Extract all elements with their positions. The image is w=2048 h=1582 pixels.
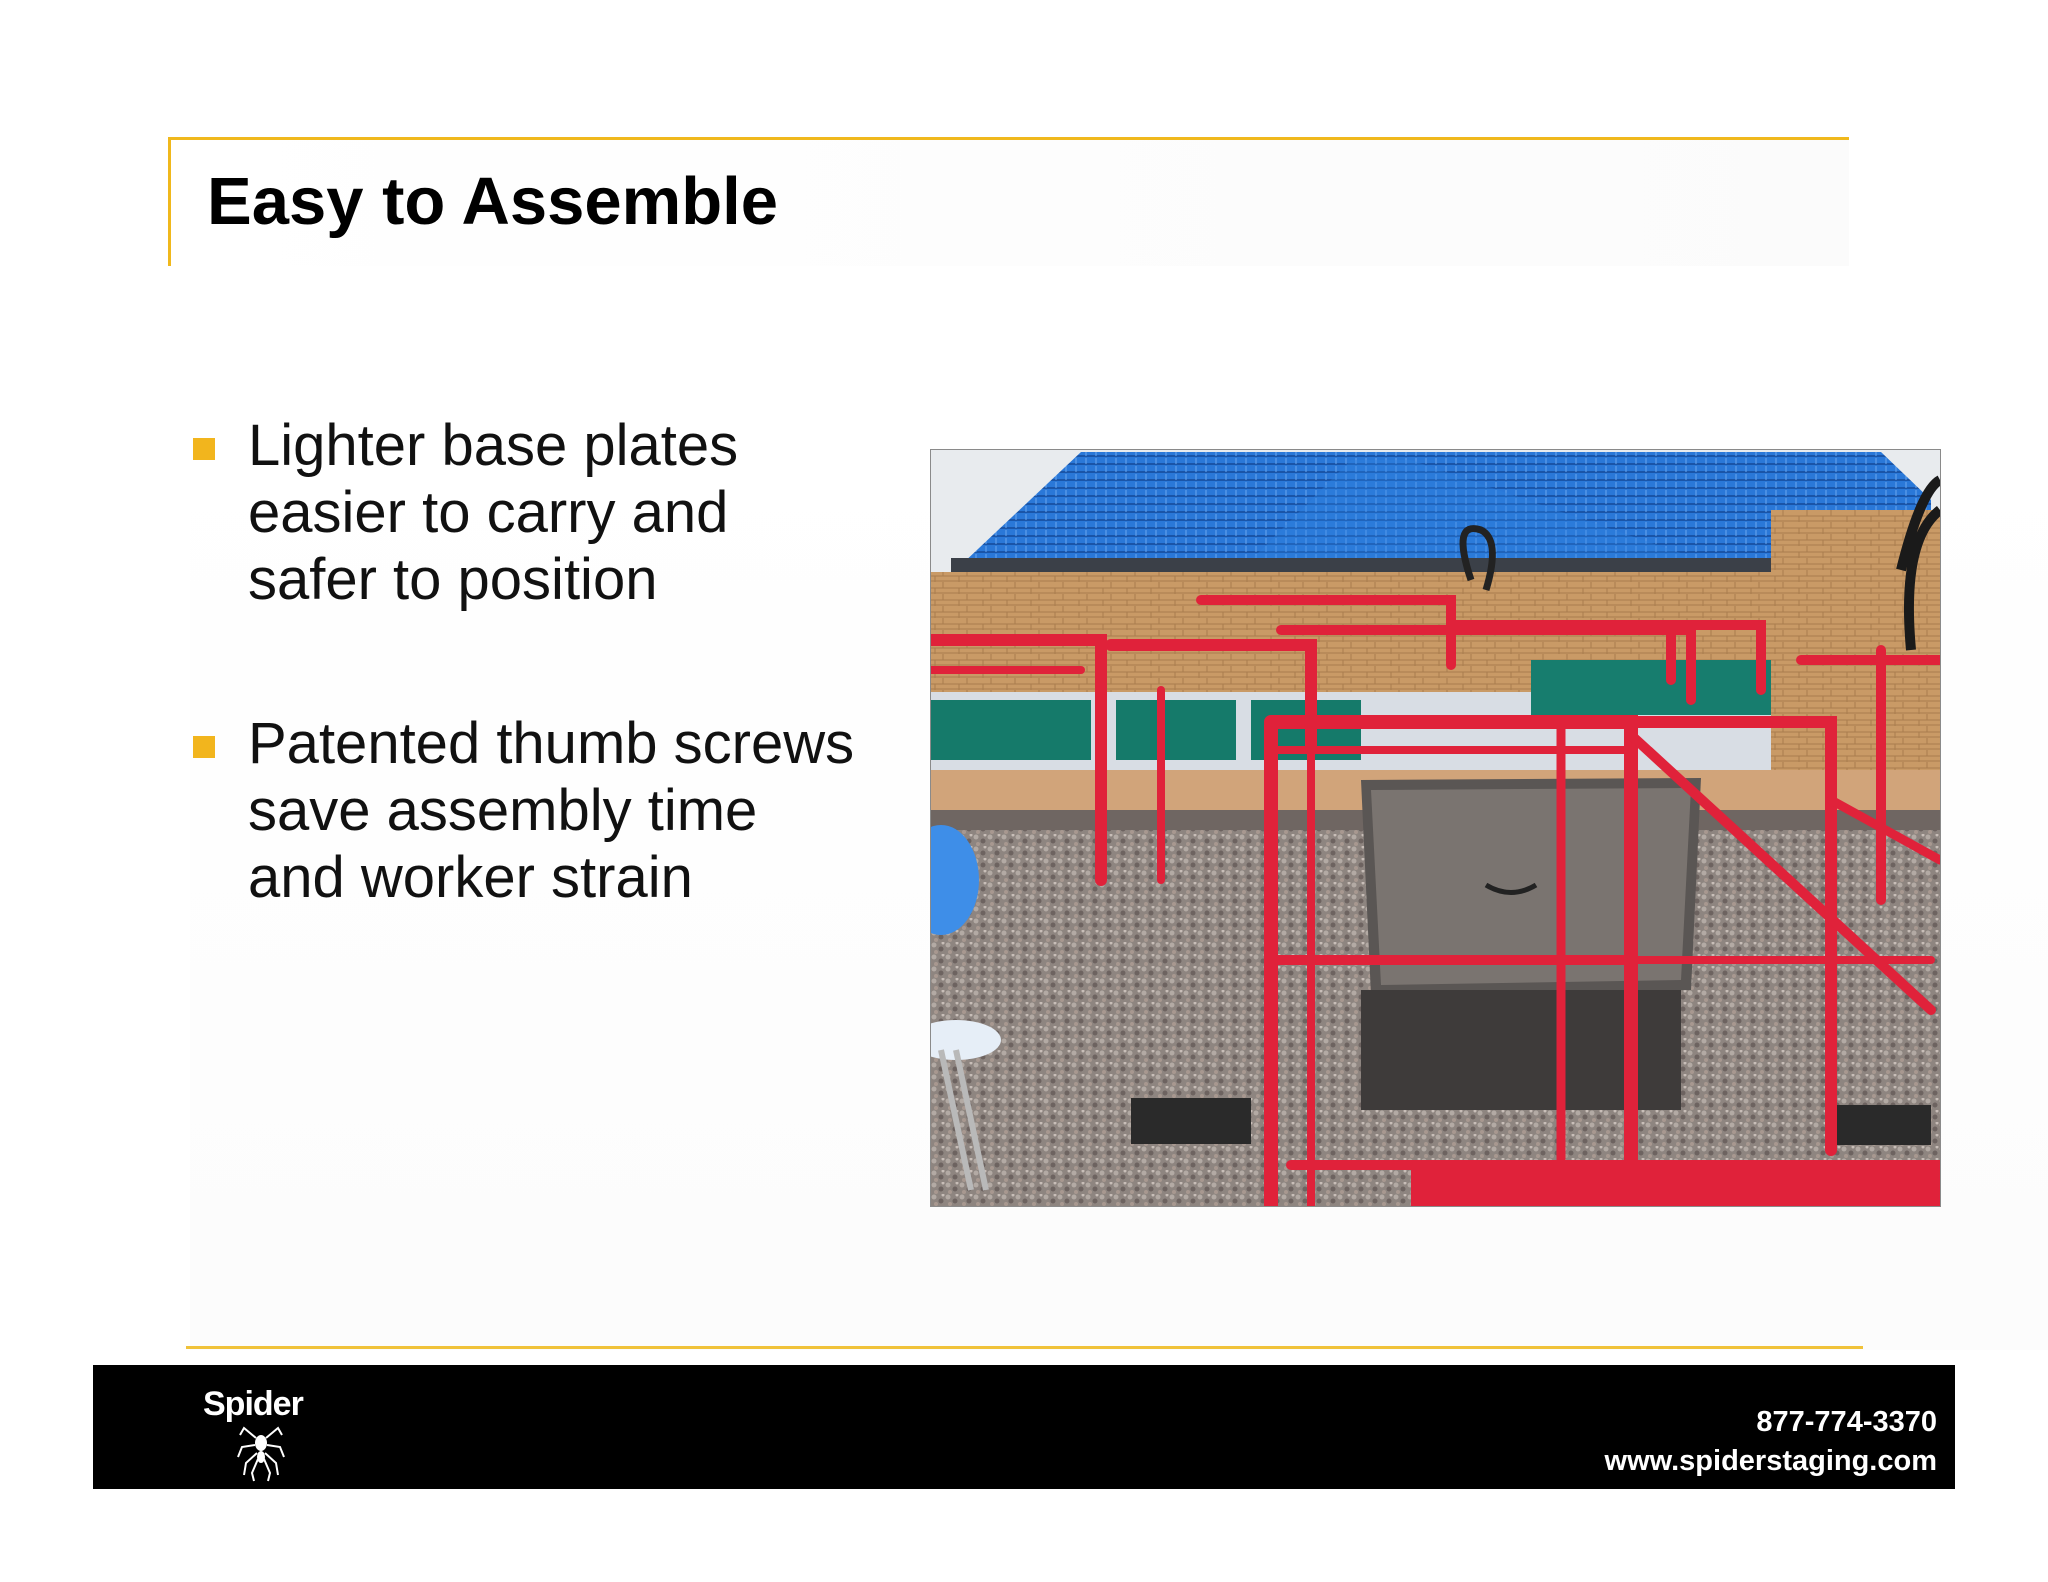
footer-bar [93,1365,1955,1489]
bullet-marker [193,438,215,460]
rooftop-hatch-railing-photo [930,449,1941,1207]
bullet-item [248,412,738,613]
bullet-marker [193,736,215,758]
website-url: www.spiderstaging.com [1604,1445,1937,1477]
footer-divider [186,1346,1863,1349]
bullet-line: Patented thumb screws [248,711,855,776]
bullet-line: safer to position [248,547,658,612]
bullet-line: save assembly time [248,778,758,843]
spider-icon [236,1423,286,1483]
slide-title: Easy to Assemble [207,164,779,239]
bullet-line: easier to carry and [248,480,729,545]
logo-text: Spider [203,1385,303,1423]
bullet-line: Lighter base plates [248,413,739,478]
contact-info [1605,1403,1937,1481]
bullet-item [248,710,854,911]
phone-number: 877-774-3370 [1756,1406,1937,1438]
spider-logo [203,1385,333,1485]
bullet-line: and worker strain [248,845,693,910]
